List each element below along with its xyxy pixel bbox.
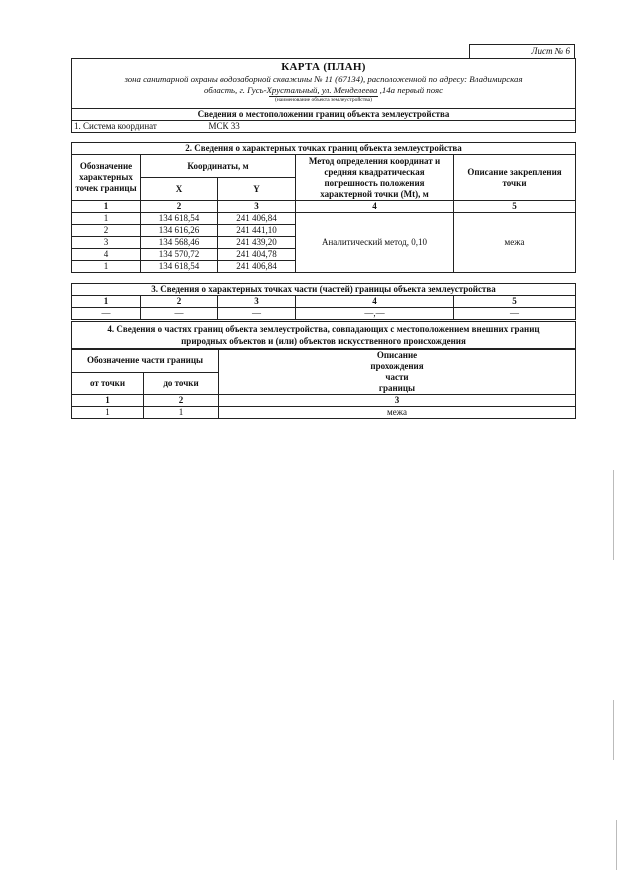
col-number: 3 [219,395,576,407]
dash-cell: — [72,308,141,320]
dash-cell: — [454,308,576,320]
coord-system-label: 1. Система координат [72,121,207,133]
sheet-number-label: Лист № 6 [531,46,570,56]
point-y: 241 406,84 [218,261,296,273]
location-title: Сведения о местоположении границ объекта землеустройства [72,109,576,121]
point-id: 4 [72,249,141,261]
point-id: 2 [72,225,141,237]
header-from-point: от точки [72,372,144,395]
table-row [72,308,576,320]
point-x: 134 618,54 [141,261,218,273]
part-description: межа [219,407,576,419]
header-point: Обозначение характерных точек границы [72,155,141,201]
header-method: Метод определения координат и средняя квадратическая погрешность положения характерной точки (Mt), м [296,155,454,201]
part-points-title-row [72,284,576,296]
header-to-point: до точки [144,372,219,395]
col-number: 1 [72,296,141,308]
point-x: 134 616,26 [141,225,218,237]
header-part-designation: Обозначение части границы [72,350,219,373]
dash-cell: — [218,308,296,320]
point-id: 1 [72,261,141,273]
points-table [71,142,576,273]
header-y: Y [218,178,296,201]
coord-system-row [72,121,576,133]
part-points-table [71,283,576,320]
coord-system-value: МСК 33 [207,121,576,133]
parts-title-line-1: 4. Сведения о частях границ объекта землеустройства, совпадающих с местоположением внешних границ [107,324,540,334]
part-from: 1 [72,407,144,419]
col-number: 5 [454,201,576,213]
point-id: 3 [72,237,141,249]
dash-cell: —,— [296,308,454,320]
parts-colnum-row [72,395,576,407]
dash-cell: — [141,308,218,320]
point-y: 241 439,20 [218,237,296,249]
point-x: 134 618,54 [141,213,218,225]
col-number: 1 [72,201,141,213]
col-number: 2 [144,395,219,407]
method-value: Аналитический метод, 0,10 [296,213,454,273]
point-y: 241 404,78 [218,249,296,261]
parts-title-table [71,321,576,349]
parts-title [72,322,576,349]
point-x: 134 570,72 [141,249,218,261]
points-title-row [72,143,576,155]
object-caption-text: (наименование объекта землеустройства) [269,96,378,103]
scan-edge-mark [613,700,614,760]
point-y: 241 441,10 [218,225,296,237]
part-points-title: 3. Сведения о характерных точках части (частей) границы объекта землеустройства [72,284,576,296]
parts-title-row [72,322,576,349]
col-number: 3 [218,296,296,308]
col-number: 1 [72,395,144,407]
scan-edge-mark [616,820,617,870]
sheet-number [469,44,575,58]
fixing-value: межа [454,213,576,273]
header-coords: Координаты, м [141,155,296,178]
location-title-row [72,109,576,121]
col-number: 4 [296,296,454,308]
point-y: 241 406,84 [218,213,296,225]
document-title: КАРТА (ПЛАН) [281,61,366,73]
table-row [72,407,576,419]
header-x: X [141,178,218,201]
parts-header-row [72,350,576,373]
col-number: 5 [454,296,576,308]
header-fixing: Описание закрепления точки [454,155,576,201]
header-description: Описание прохождения части границы [219,350,576,395]
part-points-colnum-row [72,296,576,308]
parts-table [71,349,576,419]
col-number: 3 [218,201,296,213]
parts-title-line-2: природных объектов и (или) объектов искусственного происхождения [181,336,466,346]
col-number: 2 [141,296,218,308]
subtitle-line-2: область, г. Гусь-Хрустальный, ул. Менделеева ,14а первый пояс [203,85,444,95]
point-x: 134 568,46 [141,237,218,249]
document-header [71,58,576,109]
part-to: 1 [144,407,219,419]
points-colnum-row [72,201,576,213]
table-row [72,213,576,225]
points-title: 2. Сведения о характерных точках границ объекта землеустройства [72,143,576,155]
scan-edge-mark [613,470,614,560]
col-number: 4 [296,201,454,213]
location-table [71,108,576,133]
point-id: 1 [72,213,141,225]
subtitle-line-1: зона санитарной охраны водозаборной скважины № 11 (67134), расположенной по адресу: Владимирская [124,74,523,84]
col-number: 2 [141,201,218,213]
object-caption [72,97,575,103]
document-subtitle [78,74,569,96]
points-header-row [72,155,576,178]
